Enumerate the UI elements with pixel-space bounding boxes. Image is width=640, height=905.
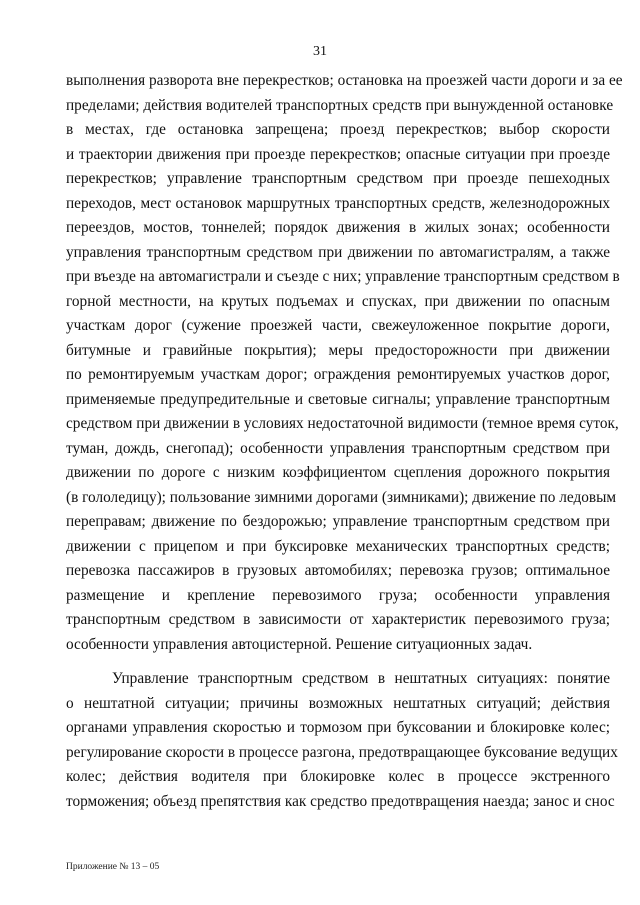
text-line: при въезде на автомагистрали и съезде с них; управление транспортным средством в [66, 268, 620, 285]
text-line: перекрестков; управление транспортным средством при проезде пешеходных [66, 170, 610, 187]
text-line: переездов, мостов, тоннелей; порядок движения в жилых зонах; особенности [66, 219, 610, 236]
text-line: переправам; движение по бездорожью; управление транспортным средством при [66, 513, 610, 530]
text-line: в местах, где остановка запрещена; проезд перекрестков; выбор скорости [66, 121, 610, 138]
text-line: торможения; объезд препятствия как средство предотвращения наезда; занос и снос [66, 792, 615, 810]
text-line: перевозка пассажиров в грузовых автомобилях; перевозка грузов; оптимальное [66, 562, 610, 579]
text-line: (в гололедицу); пользование зимними дорогами (зимниками); движение по ледовым [66, 488, 617, 506]
text-line: размещение и крепление перевозимого груза; особенности управления [66, 586, 610, 604]
document-body [66, 69, 623, 814]
text-line: горной местности, на крутых подъемах и спусках, при движении по опасным [66, 292, 610, 310]
text-line: движении с прицепом и при буксировке механических транспортных средств; [66, 537, 610, 555]
text-line: выполнения разворота вне перекрестков; остановка на проезжей части дороги и за ее [66, 72, 623, 89]
text-line: переходов, мест остановок маршрутных транспортных средств, железнодорожных [66, 194, 610, 212]
paragraph-gap [66, 657, 610, 667]
text-line: колес; действия водителя при блокировке колес в процессе экстренного [66, 768, 610, 785]
text-line: применяемые предупредительные и световые сигналы; управление транспортным [66, 390, 610, 408]
text-line: и траектории движения при проезде перекрестков; опасные ситуации при проезде [66, 145, 610, 163]
text-line: Управление транспортным средством в нештатных ситуациях: понятие [112, 670, 610, 687]
text-line: особенности управления автоцистерной. Решение ситуационных задач. [66, 635, 533, 653]
text-line: пределами; действия водителей транспортных средств при вынужденной остановке [66, 96, 614, 114]
paragraph-2 [66, 667, 618, 814]
text-line: движении по дороге с низким коэффициентом сцепления дорожного покрытия [66, 464, 610, 481]
text-line: по ремонтируемым участкам дорог; ограждения ремонтируемых участков дорог, [66, 366, 610, 383]
text-line: транспортным средством в зависимости от характеристик перевозимого груза; [66, 611, 610, 628]
text-line: о нештатной ситуации; причины возможных нештатных ситуаций; действия [66, 694, 610, 712]
text-line: управления транспортным средством при движении по автомагистралям, а также [66, 243, 610, 261]
page-number: 31 [313, 44, 327, 59]
paragraph-1 [66, 69, 623, 657]
text-line: регулирование скорости в процессе разгона, предотвращающее буксование ведущих [66, 743, 618, 761]
page-footer: Приложение № 13 – 05 [66, 862, 160, 872]
text-line: участкам дорог (сужение проезжей части, свежеуложенное покрытие дороги, [66, 317, 610, 334]
text-line: средством при движении в условиях недостаточной видимости (темное время суток, [66, 415, 619, 432]
text-line: органами управления скоростью и тормозом при буксовании и блокировке колес; [66, 719, 610, 736]
text-line: битумные и гравийные покрытия); меры предосторожности при движении [66, 341, 610, 359]
text-line: туман, дождь, снегопад); особенности управления транспортным средством при [66, 439, 610, 457]
